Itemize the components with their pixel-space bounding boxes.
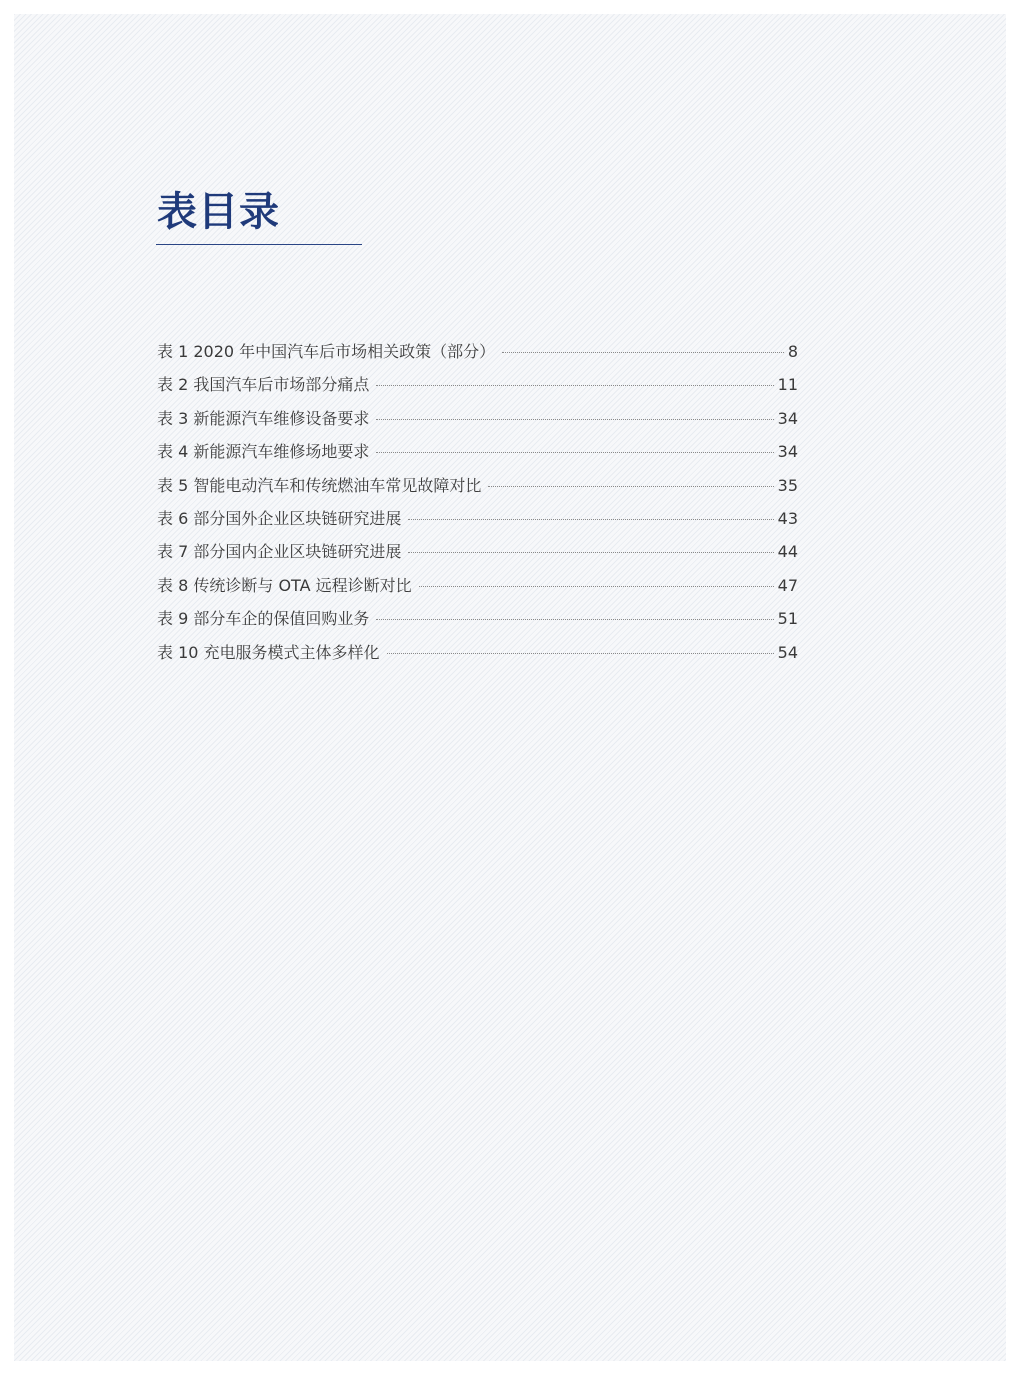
dot-leader — [376, 452, 773, 453]
toc-entry-title: 表 2 我国汽车后市场部分痛点 — [157, 375, 370, 395]
toc-entry[interactable] — [157, 640, 798, 673]
dot-leader — [408, 519, 773, 520]
toc-entry-page: 8 — [787, 342, 798, 361]
toc-entry-page: 54 — [777, 642, 798, 662]
toc-entry[interactable] — [157, 372, 798, 405]
toc-entry-page: 43 — [777, 508, 798, 528]
toc-entry-title: 表 4 新能源汽车维修场地要求 — [157, 442, 370, 462]
toc-entry[interactable] — [157, 606, 798, 639]
toc-entry-page: 35 — [777, 475, 798, 495]
toc-entry-title: 表 10 充电服务模式主体多样化 — [157, 642, 380, 662]
toc-entry-page: 47 — [777, 575, 798, 595]
toc-entry[interactable] — [157, 473, 798, 506]
toc-entry-page: 51 — [777, 609, 798, 629]
dot-leader — [502, 352, 784, 353]
dot-leader — [376, 385, 773, 386]
toc-entry[interactable] — [157, 406, 798, 439]
dot-leader — [376, 419, 773, 420]
toc-entry-title: 表 7 部分国内企业区块链研究进展 — [157, 542, 402, 562]
page-title: 表目录 — [157, 189, 280, 235]
dot-leader — [376, 619, 773, 620]
toc-entry-title: 表 5 智能电动汽车和传统燃油车常见故障对比 — [157, 475, 482, 495]
dot-leader — [488, 486, 773, 487]
toc-entry[interactable] — [157, 439, 798, 472]
dot-leader — [408, 552, 773, 553]
dot-leader — [419, 586, 774, 587]
title-underline — [156, 244, 362, 245]
dot-leader — [387, 653, 774, 654]
toc-entry[interactable] — [157, 573, 798, 606]
toc-entry-title: 表 6 部分国外企业区块链研究进展 — [157, 508, 402, 528]
toc-entry[interactable] — [157, 539, 798, 572]
toc-entry-title: 表 1 2020 年中国汽车后市场相关政策（部分） — [157, 342, 496, 361]
toc-entry-page: 34 — [777, 408, 798, 428]
toc-entry-title: 表 8 传统诊断与 OTA 远程诊断对比 — [157, 575, 412, 595]
table-of-contents — [157, 339, 798, 673]
toc-entry-page: 11 — [777, 375, 798, 395]
toc-entry[interactable] — [157, 339, 798, 372]
toc-entry-title: 表 3 新能源汽车维修设备要求 — [157, 408, 370, 428]
toc-entry[interactable] — [157, 506, 798, 539]
toc-entry-page: 44 — [777, 542, 798, 562]
toc-entry-page: 34 — [777, 442, 798, 462]
toc-entry-title: 表 9 部分车企的保值回购业务 — [157, 609, 370, 629]
